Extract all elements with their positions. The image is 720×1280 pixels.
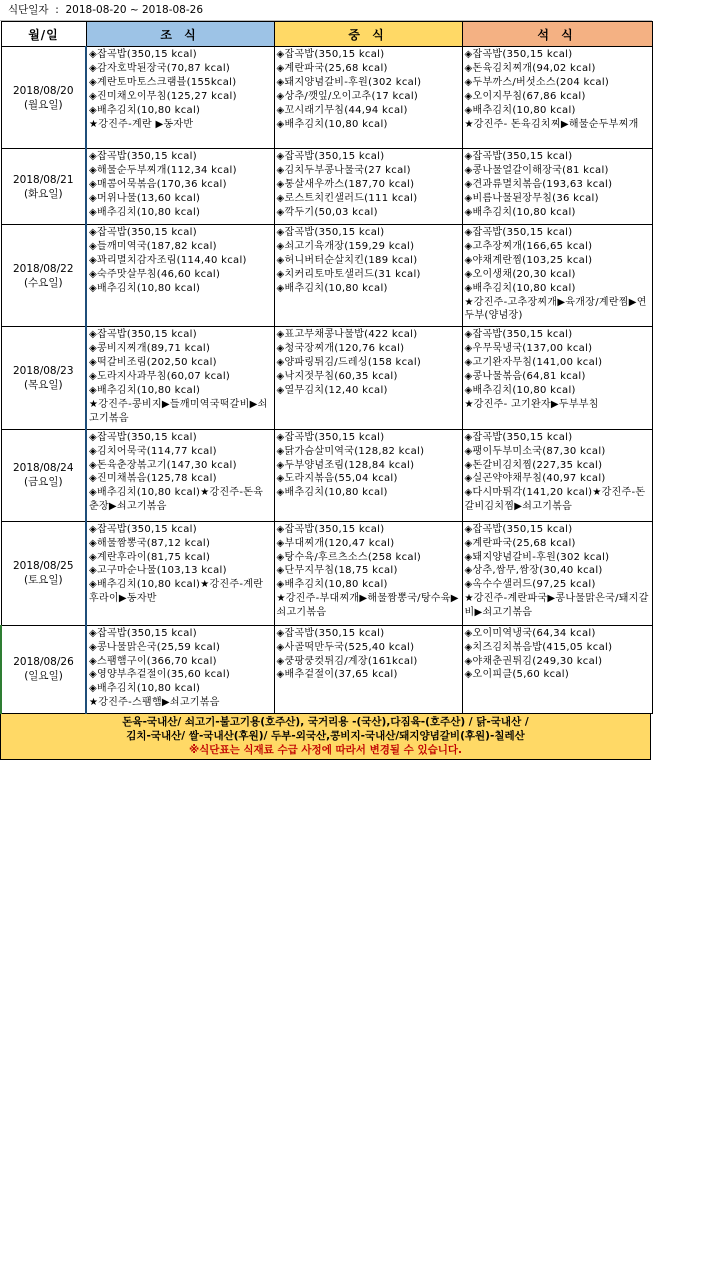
menu-item: ◈해물순두부찌개(112,34 kcal) bbox=[89, 164, 237, 176]
menu-item: ◈야채계란찜(103,25 kcal) bbox=[464, 254, 593, 266]
day-date-cell bbox=[1, 327, 86, 429]
menu-item: ◈배추김치(10,80 kcal) bbox=[276, 282, 388, 294]
breakfast-cell bbox=[86, 327, 274, 429]
menu-item: ◈도라지볶음(55,04 kcal) bbox=[276, 473, 398, 485]
menu-item: ◈계란파국(25,68 kcal) bbox=[464, 537, 576, 549]
day-date-cell bbox=[1, 521, 86, 625]
lunch-cell bbox=[274, 327, 462, 429]
menu-item: ◈배추김치(10,80 kcal) bbox=[464, 206, 576, 218]
menu-item: ◈낙지젓무침(60,35 kcal) bbox=[276, 371, 398, 383]
day-date-cell bbox=[1, 625, 86, 713]
menu-item: ◈머위나물(13,60 kcal) bbox=[89, 192, 201, 204]
menu-item: ◈돈육춘장볶고기(147,30 kcal) bbox=[89, 459, 237, 471]
menu-item: ◈배추김치(10,80 kcal) bbox=[464, 282, 576, 294]
day-weekday: (화요일) bbox=[23, 187, 63, 200]
menu-item: ◈오이미역냉국(64,34 kcal) bbox=[464, 627, 596, 639]
day-row bbox=[1, 149, 652, 225]
menu-item: ★강진주-계란 ▶동자반 bbox=[89, 118, 194, 130]
menu-item: ◈잡곡밥(350,15 kcal) bbox=[89, 523, 197, 535]
menu-item: ◈꼬시래기무침(44,94 kcal) bbox=[276, 104, 408, 116]
day-weekday: (수요일) bbox=[23, 276, 63, 289]
dinner-cell bbox=[462, 225, 652, 327]
menu-body bbox=[1, 47, 652, 714]
menu-item: ◈청국장찌개(120,76 kcal) bbox=[276, 343, 405, 355]
menu-item: ◈상추,쌈무,쌈장(30,40 kcal) bbox=[464, 565, 603, 577]
menu-item: ◈잡곡밥(350,15 kcal) bbox=[464, 151, 573, 162]
menu-item: ◈오이생채(20,30 kcal) bbox=[464, 268, 576, 280]
menu-item: ◈도라지사과무침(60,07 kcal) bbox=[89, 371, 231, 383]
period-separator: : bbox=[55, 4, 59, 16]
origin-line-1: 돈육-국내산/ 쇠고기-불고기용(호주산), 국거리용 -(국산),다짐육-(호주산) / 닭-국내산 / bbox=[122, 716, 529, 729]
day-date: 2018/08/24 bbox=[12, 462, 74, 475]
menu-item: ★강진주-부대찌개▶해물짬뽕국/탕수육▶쇠고기볶음 bbox=[276, 593, 459, 619]
menu-item: ★강진주-콩비지▶들깨미역국떡갈비▶쇠고기볶음 bbox=[89, 398, 268, 424]
menu-item: ◈계란후라이(81,75 kcal) bbox=[89, 551, 211, 563]
lunch-cell bbox=[274, 225, 462, 327]
day-date: 2018/08/22 bbox=[12, 262, 74, 275]
menu-item: ◈잡곡밥(350,15 kcal) bbox=[89, 49, 197, 60]
menu-item: ◈배추김치(10,80 kcal) bbox=[89, 384, 201, 396]
menu-item: ◈상추/깻잎/오이고추(17 kcal) bbox=[276, 90, 419, 102]
menu-item: ◈잡곡밥(350,15 kcal) bbox=[464, 329, 573, 341]
day-date: 2018/08/21 bbox=[12, 173, 74, 186]
menu-item: ◈콩나물볶음(64,81 kcal) bbox=[464, 371, 586, 383]
breakfast-header: 조 식 bbox=[86, 22, 274, 47]
menu-item: ◈잡곡밥(350,15 kcal) bbox=[464, 49, 573, 60]
dinner-cell bbox=[462, 149, 652, 225]
menu-item: ◈배추김치(10,80 kcal) bbox=[276, 118, 388, 130]
dinner-cell bbox=[462, 47, 652, 149]
day-row bbox=[1, 429, 652, 521]
menu-item: ◈야채춘권튀김(249,30 kcal) bbox=[464, 655, 603, 667]
day-weekday: (금요일) bbox=[23, 476, 63, 489]
menu-item: ◈김치두부콩나물국(27 kcal) bbox=[276, 164, 411, 176]
menu-item: ◈배추김치(10,80 kcal)★강진주-계란후라이▶동자반 bbox=[89, 579, 264, 605]
menu-item: ◈잡곡밥(350,15 kcal) bbox=[464, 227, 573, 238]
menu-item: ◈우무묵냉국(137,00 kcal) bbox=[464, 343, 593, 355]
menu-item: ◈매콤어묵볶음(170,36 kcal) bbox=[89, 178, 227, 190]
menu-item: ◈양파링튀김/드레싱(158 kcal) bbox=[276, 357, 422, 369]
menu-item: ◈잡곡밥(350,15 kcal) bbox=[276, 227, 385, 238]
menu-item: ◈열무김치(12,40 kcal) bbox=[276, 384, 388, 396]
menu-item: ★강진주-스팸햄▶쇠고기볶음 bbox=[89, 697, 220, 709]
menu-item: ◈김치어묵국(114,77 kcal) bbox=[89, 445, 217, 457]
day-weekday: (토요일) bbox=[23, 574, 63, 587]
menu-item: ★강진주- 고기완자▶두부부침 bbox=[464, 398, 599, 410]
day-date-cell bbox=[1, 149, 86, 225]
day-date-cell bbox=[1, 47, 86, 149]
menu-item: ◈들깨미역국(187,82 kcal) bbox=[89, 240, 217, 252]
menu-item: ◈잡곡밥(350,15 kcal) bbox=[464, 523, 573, 535]
menu-item: ◈팽이두부미소국(87,30 kcal) bbox=[464, 445, 606, 457]
breakfast-cell bbox=[86, 521, 274, 625]
menu-item: ◈배추겉절이(37,65 kcal) bbox=[276, 669, 398, 681]
menu-item: ◈진미채오이무침(125,27 kcal) bbox=[89, 90, 237, 102]
lunch-cell bbox=[274, 149, 462, 225]
menu-item: ◈잡곡밥(350,15 kcal) bbox=[89, 151, 197, 162]
menu-item: ◈탕수육/후르츠소스(258 kcal) bbox=[276, 551, 422, 563]
menu-item: ◈스팸햄구이(366,70 kcal) bbox=[89, 655, 217, 667]
menu-item: ◈잡곡밥(350,15 kcal) bbox=[276, 431, 385, 443]
breakfast-cell bbox=[86, 429, 274, 521]
menu-item: ◈돈육김치찌개(94,02 kcal) bbox=[464, 62, 596, 74]
menu-item: ◈콩나물맑은국(25,59 kcal) bbox=[89, 641, 221, 653]
menu-item: ◈다시마튀각(141,20 kcal)★강진주-돈갈비김치찜▶쇠고기볶음 bbox=[464, 487, 646, 513]
day-row bbox=[1, 521, 652, 625]
menu-table bbox=[0, 21, 653, 714]
day-date-cell bbox=[1, 225, 86, 327]
menu-item: ◈떡갈비조림(202,50 kcal) bbox=[89, 357, 217, 369]
menu-item: ◈진미채볶음(125,78 kcal) bbox=[89, 473, 217, 485]
menu-item: ◈고구마순나물(103,13 kcal) bbox=[89, 565, 227, 577]
origin-line-2: 김치-국내산/ 쌀-국내산(후원)/ 두부-외국산,콩비지-국내산/돼지양념갈비(후원)-칠레산 bbox=[126, 730, 525, 743]
menu-item: ◈통살새우까스(187,70 kcal) bbox=[276, 178, 415, 190]
menu-item: ◈오이지무침(67,86 kcal) bbox=[464, 90, 586, 102]
menu-item: ◈두부양념조림(128,84 kcal) bbox=[276, 459, 415, 471]
menu-item: ★강진주- 돈육김치찌▶해물순두부찌개 bbox=[464, 118, 639, 130]
breakfast-cell bbox=[86, 225, 274, 327]
menu-item: ◈쿵팡쿵컷튀김/계장(161kcal) bbox=[276, 655, 418, 667]
dinner-cell bbox=[462, 429, 652, 521]
menu-item: ◈닭가슴살미역국(128,82 kcal) bbox=[276, 445, 425, 457]
menu-item: ◈콩비지찌개(89,71 kcal) bbox=[89, 343, 211, 355]
menu-item: ◈영양부추겉절이(35,60 kcal) bbox=[89, 669, 231, 681]
menu-item: ◈잡곡밥(350,15 kcal) bbox=[276, 627, 385, 639]
menu-item: ◈고추장찌개(166,65 kcal) bbox=[464, 240, 593, 252]
day-date: 2018/08/26 bbox=[13, 656, 74, 669]
menu-item: ◈잡곡밥(350,15 kcal) bbox=[464, 431, 573, 443]
menu-item: ◈돈갈비김치찜(227,35 kcal) bbox=[464, 459, 603, 471]
menu-item: ◈배추김치(10,80 kcal) bbox=[89, 282, 201, 294]
menu-item: ◈배추김치(10,80 kcal) bbox=[276, 579, 388, 591]
menu-item: ◈사골떡만두국(525,40 kcal) bbox=[276, 641, 415, 653]
menu-item: ◈잡곡밥(350,15 kcal) bbox=[276, 151, 385, 162]
menu-item: ◈견과류멸치볶음(193,63 kcal) bbox=[464, 178, 613, 190]
lunch-cell bbox=[274, 521, 462, 625]
day-date-cell bbox=[1, 429, 86, 521]
lunch-cell bbox=[274, 625, 462, 713]
menu-item: ◈부대찌개(120,47 kcal) bbox=[276, 537, 395, 549]
day-date: 2018/08/23 bbox=[12, 365, 74, 378]
menu-item: ◈계란토마토스크램블(155kcal) bbox=[89, 76, 237, 88]
day-row bbox=[1, 327, 652, 429]
menu-item: ◈단무지무침(18,75 kcal) bbox=[276, 565, 398, 577]
origin-footer bbox=[0, 714, 651, 760]
header-row bbox=[1, 22, 652, 47]
menu-item: ◈잡곡밥(350,15 kcal) bbox=[276, 49, 385, 60]
menu-item: ◈돼지양념갈비-후원(302 kcal) bbox=[276, 76, 422, 88]
menu-item: ★강진주-고추장찌개▶육개장/계란찜▶연두부(양념장) bbox=[464, 296, 647, 322]
dinner-cell bbox=[462, 521, 652, 625]
menu-item: ◈돼지양념갈비-후원(302 kcal) bbox=[464, 551, 610, 563]
breakfast-cell bbox=[86, 625, 274, 713]
menu-item: ◈옥수수샐러드(97,25 kcal) bbox=[464, 579, 596, 591]
menu-item: ◈배추김치(10,80 kcal) bbox=[276, 487, 388, 499]
menu-item: ◈고기완자무침(141,00 kcal) bbox=[464, 357, 603, 369]
day-date: 2018/08/25 bbox=[12, 560, 74, 573]
breakfast-cell bbox=[86, 149, 274, 225]
menu-item: ◈치즈김치볶음밥(415,05 kcal) bbox=[464, 641, 613, 653]
menu-item: ◈잡곡밥(350,15 kcal) bbox=[89, 227, 197, 238]
breakfast-cell bbox=[86, 47, 274, 149]
menu-item: ◈꽈리멸치감자조림(114,40 kcal) bbox=[89, 254, 247, 266]
menu-item: ◈배추김치(10,80 kcal) bbox=[89, 683, 201, 695]
menu-item: ◈계란파국(25,68 kcal) bbox=[276, 62, 388, 74]
menu-item: ◈감자호박된장국(70,87 kcal) bbox=[89, 62, 231, 74]
menu-item: ◈잡곡밥(350,15 kcal) bbox=[89, 329, 197, 341]
menu-item: ◈배추김치(10,80 kcal)★강진주-돈육춘장▶쇠고기볶음 bbox=[89, 487, 264, 513]
menu-item: ◈배추김치(10,80 kcal) bbox=[89, 206, 201, 218]
menu-item: ◈두부까스/버섯소스(204 kcal) bbox=[464, 76, 610, 88]
dinner-header: 석 식 bbox=[462, 22, 652, 47]
menu-item: ◈배추김치(10,80 kcal) bbox=[464, 384, 576, 396]
date-header: 월/일 bbox=[1, 22, 86, 47]
menu-item: ◈잡곡밥(350,15 kcal) bbox=[89, 431, 197, 443]
menu-item: ★강진주-계란파국▶콩나물맑은국/돼지갈비▶쇠고기볶음 bbox=[464, 593, 649, 619]
day-row bbox=[1, 225, 652, 327]
menu-item: ◈잡곡밥(350,15 kcal) bbox=[276, 523, 385, 535]
menu-item: ◈쇠고기육개장(159,29 kcal) bbox=[276, 240, 415, 252]
period-label: 식단일자 bbox=[8, 4, 49, 16]
menu-item: ◈해물짬뽕국(87,12 kcal) bbox=[89, 537, 211, 549]
menu-item: ◈깍두기(50,03 kcal) bbox=[276, 206, 378, 218]
dinner-cell bbox=[462, 625, 652, 713]
day-row bbox=[1, 47, 652, 149]
menu-item: ◈치커리토마토샐러드(31 kcal) bbox=[276, 268, 421, 280]
period-range: 2018-08-20 ~ 2018-08-26 bbox=[65, 4, 204, 16]
menu-item: ◈숙주맛살무침(46,60 kcal) bbox=[89, 268, 221, 280]
menu-item: ◈표고무채콩나물밥(422 kcal) bbox=[276, 329, 418, 341]
menu-item: ◈잡곡밥(350,15 kcal) bbox=[89, 627, 197, 639]
day-weekday: (월요일) bbox=[23, 98, 63, 111]
menu-item: ◈콩나물얼갈이해장국(81 kcal) bbox=[464, 164, 609, 176]
day-weekday: (목요일) bbox=[23, 379, 63, 392]
menu-item: ◈로스트치킨샐러드(111 kcal) bbox=[276, 192, 418, 204]
menu-item: ◈허니버터순살치킨(189 kcal) bbox=[276, 254, 418, 266]
lunch-cell bbox=[274, 47, 462, 149]
menu-item: ◈배추김치(10,80 kcal) bbox=[464, 104, 576, 116]
lunch-cell bbox=[274, 429, 462, 521]
menu-item: ◈오이피클(5,60 kcal) bbox=[464, 669, 570, 681]
day-weekday: (일요일) bbox=[24, 670, 63, 683]
day-row bbox=[1, 625, 652, 713]
menu-item: ◈배추김치(10,80 kcal) bbox=[89, 104, 201, 116]
menu-item: ◈실곤약야채무침(40,97 kcal) bbox=[464, 473, 606, 485]
period-row bbox=[0, 0, 652, 21]
dinner-cell bbox=[462, 327, 652, 429]
menu-item: ◈비름나물된장무침(36 kcal) bbox=[464, 192, 599, 204]
change-notice: ※식단표는 식재료 수급 사정에 따라서 변경될 수 있습니다. bbox=[188, 744, 463, 757]
lunch-header: 중 식 bbox=[274, 22, 462, 47]
day-date: 2018/08/20 bbox=[12, 84, 74, 97]
